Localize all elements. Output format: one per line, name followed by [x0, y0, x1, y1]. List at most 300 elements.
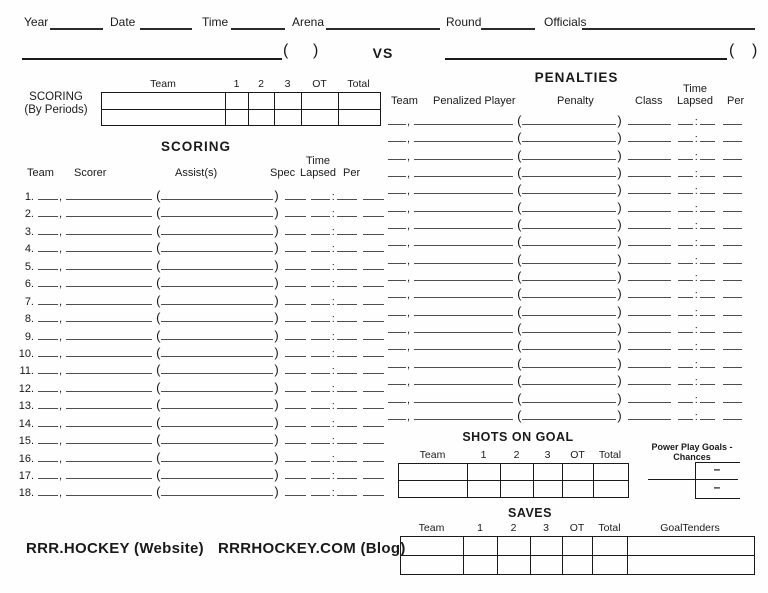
penalty-name-blank[interactable] — [522, 305, 616, 316]
penalty-time-sec-blank[interactable] — [700, 374, 715, 385]
scoring-assists-blank[interactable] — [161, 398, 273, 409]
scoring-time-min-blank[interactable] — [311, 451, 330, 462]
penalty-team-blank[interactable] — [388, 218, 406, 229]
penalty-time-sec-blank[interactable] — [700, 218, 715, 229]
penalty-player-blank[interactable] — [414, 253, 513, 264]
penalty-class-blank[interactable] — [628, 322, 671, 333]
scoring-time-sec-blank[interactable] — [337, 241, 357, 252]
arena-blank[interactable] — [326, 16, 440, 30]
periods-cell[interactable] — [302, 93, 339, 110]
penalty-player-blank[interactable] — [414, 218, 513, 229]
scoring-per-blank[interactable] — [363, 241, 384, 252]
penalty-per-blank[interactable] — [723, 149, 742, 160]
saves-cell[interactable] — [401, 537, 464, 556]
penalty-time-sec-blank[interactable] — [700, 392, 715, 403]
scoring-time-sec-blank[interactable] — [337, 206, 357, 217]
scoring-assists-blank[interactable] — [161, 329, 273, 340]
saves-cell[interactable] — [628, 537, 754, 556]
penalty-time-min-blank[interactable] — [678, 409, 693, 420]
scoring-spec-blank[interactable] — [285, 311, 306, 322]
penalty-per-blank[interactable] — [723, 305, 742, 316]
scoring-time-min-blank[interactable] — [311, 398, 330, 409]
penalty-class-blank[interactable] — [628, 305, 671, 316]
time-blank[interactable] — [231, 16, 285, 30]
penalty-team-blank[interactable] — [388, 287, 406, 298]
penalty-class-blank[interactable] — [628, 114, 671, 125]
scoring-scorer-blank[interactable] — [66, 416, 152, 427]
scoring-spec-blank[interactable] — [285, 346, 306, 357]
penalty-class-blank[interactable] — [628, 149, 671, 160]
scoring-time-sec-blank[interactable] — [337, 485, 357, 496]
scoring-assists-blank[interactable] — [161, 363, 273, 374]
penalty-class-blank[interactable] — [628, 374, 671, 385]
penalty-team-blank[interactable] — [388, 235, 406, 246]
penalty-class-blank[interactable] — [628, 287, 671, 298]
penalty-team-blank[interactable] — [388, 149, 406, 160]
saves-cell[interactable] — [563, 537, 593, 556]
shots-cell[interactable] — [594, 464, 628, 481]
penalty-player-blank[interactable] — [414, 357, 513, 368]
penalty-class-blank[interactable] — [628, 409, 671, 420]
periods-cell[interactable] — [302, 110, 339, 126]
penalty-time-min-blank[interactable] — [678, 218, 693, 229]
penalty-class-blank[interactable] — [628, 357, 671, 368]
penalty-time-min-blank[interactable] — [678, 183, 693, 194]
penalty-time-sec-blank[interactable] — [700, 322, 715, 333]
periods-cell[interactable] — [102, 93, 226, 110]
scoring-scorer-blank[interactable] — [66, 206, 152, 217]
scoring-time-min-blank[interactable] — [311, 433, 330, 444]
periods-cell[interactable] — [249, 93, 275, 110]
officials-blank[interactable] — [582, 16, 755, 30]
scoring-assists-blank[interactable] — [161, 259, 273, 270]
scoring-scorer-blank[interactable] — [66, 259, 152, 270]
penalty-player-blank[interactable] — [414, 270, 513, 281]
saves-cell[interactable] — [401, 556, 464, 574]
scoring-team-blank[interactable] — [38, 329, 58, 340]
scoring-time-sec-blank[interactable] — [337, 363, 357, 374]
penalty-name-blank[interactable] — [522, 374, 616, 385]
periods-cell[interactable] — [226, 93, 249, 110]
scoring-team-blank[interactable] — [38, 206, 58, 217]
shots-cell[interactable] — [563, 481, 594, 497]
penalty-class-blank[interactable] — [628, 235, 671, 246]
scoring-scorer-blank[interactable] — [66, 468, 152, 479]
penalty-per-blank[interactable] — [723, 357, 742, 368]
periods-cell[interactable] — [275, 110, 302, 126]
penalty-player-blank[interactable] — [414, 183, 513, 194]
penalty-class-blank[interactable] — [628, 183, 671, 194]
scoring-scorer-blank[interactable] — [66, 363, 152, 374]
saves-cell[interactable] — [464, 537, 498, 556]
scoring-assists-blank[interactable] — [161, 189, 273, 200]
penalty-time-sec-blank[interactable] — [700, 357, 715, 368]
penalty-name-blank[interactable] — [522, 166, 616, 177]
penalty-time-min-blank[interactable] — [678, 322, 693, 333]
close-paren-glyph: ) — [274, 379, 279, 395]
penalty-team-blank[interactable] — [388, 201, 406, 212]
penalty-per-blank[interactable] — [723, 392, 742, 403]
saves-cell[interactable] — [464, 556, 498, 574]
penalty-name-blank[interactable] — [522, 131, 616, 142]
scoring-per-blank[interactable] — [363, 206, 384, 217]
periods-cell[interactable] — [102, 110, 226, 126]
penalty-class-blank[interactable] — [628, 253, 671, 264]
saves-cell[interactable] — [498, 537, 531, 556]
penalty-time-sec-blank[interactable] — [700, 253, 715, 264]
shots-cell[interactable] — [563, 464, 594, 481]
scoring-spec-blank[interactable] — [285, 416, 306, 427]
round-blank[interactable] — [481, 16, 535, 30]
scoring-team-blank[interactable] — [38, 294, 58, 305]
scoring-team-blank[interactable] — [38, 311, 58, 322]
shots-cell[interactable] — [468, 481, 501, 497]
penalty-per-blank[interactable] — [723, 218, 742, 229]
penalty-team-blank[interactable] — [388, 131, 406, 142]
periods-cell[interactable] — [339, 110, 380, 126]
shots-cell[interactable] — [501, 481, 534, 497]
scoring-scorer-blank[interactable] — [66, 224, 152, 235]
saves-cell[interactable] — [563, 556, 593, 574]
scoring-assists-blank[interactable] — [161, 311, 273, 322]
penalty-name-blank[interactable] — [522, 201, 616, 212]
penalty-time-sec-blank[interactable] — [700, 287, 715, 298]
scoring-team-blank[interactable] — [38, 363, 58, 374]
penalty-time-sec-blank[interactable] — [700, 114, 715, 125]
penalty-team-blank[interactable] — [388, 183, 406, 194]
scoring-team-blank[interactable] — [38, 224, 58, 235]
scoring-scorer-blank[interactable] — [66, 485, 152, 496]
scoring-per-blank[interactable] — [363, 276, 384, 287]
penalty-time-sec-blank[interactable] — [700, 201, 715, 212]
scoring-scorer-blank[interactable] — [66, 346, 152, 357]
scoring-assists-blank[interactable] — [161, 468, 273, 479]
scoring-time-sec-blank[interactable] — [337, 294, 357, 305]
shots-cell[interactable] — [468, 464, 501, 481]
scoring-assists-blank[interactable] — [161, 206, 273, 217]
scoring-scorer-blank[interactable] — [66, 294, 152, 305]
scoring-spec-blank[interactable] — [285, 398, 306, 409]
periods-cell[interactable] — [275, 93, 302, 110]
scoring-assists-blank[interactable] — [161, 485, 273, 496]
scoring-per-blank[interactable] — [363, 485, 384, 496]
scoring-time-sec-blank[interactable] — [337, 398, 357, 409]
shots-cell[interactable] — [534, 481, 563, 497]
penalty-player-blank[interactable] — [414, 374, 513, 385]
penalty-name-blank[interactable] — [522, 409, 616, 420]
penalty-name-blank[interactable] — [522, 287, 616, 298]
scoring-spec-blank[interactable] — [285, 329, 306, 340]
scoring-assists-blank[interactable] — [161, 276, 273, 287]
penalty-player-blank[interactable] — [414, 201, 513, 212]
penalty-class-blank[interactable] — [628, 339, 671, 350]
penalty-per-blank[interactable] — [723, 287, 742, 298]
penalty-class-blank[interactable] — [628, 131, 671, 142]
scoring-scorer-blank[interactable] — [66, 311, 152, 322]
penalty-per-blank[interactable] — [723, 201, 742, 212]
scoring-spec-blank[interactable] — [285, 206, 306, 217]
penalty-player-blank[interactable] — [414, 392, 513, 403]
penalty-name-blank[interactable] — [522, 183, 616, 194]
scoring-assists-blank[interactable] — [161, 416, 273, 427]
saves-cell[interactable] — [531, 556, 563, 574]
scoring-spec-blank[interactable] — [285, 485, 306, 496]
scoring-time-sec-blank[interactable] — [337, 259, 357, 270]
scoring-time-min-blank[interactable] — [311, 416, 330, 427]
scoring-time-sec-blank[interactable] — [337, 189, 357, 200]
penalty-name-blank[interactable] — [522, 235, 616, 246]
scoring-assists-blank[interactable] — [161, 241, 273, 252]
penalty-class-blank[interactable] — [628, 218, 671, 229]
penalty-name-blank[interactable] — [522, 357, 616, 368]
shots-cell[interactable] — [534, 464, 563, 481]
penalty-time-min-blank[interactable] — [678, 131, 693, 142]
penalty-time-min-blank[interactable] — [678, 270, 693, 281]
scoring-scorer-blank[interactable] — [66, 276, 152, 287]
shots-cell[interactable] — [594, 481, 628, 497]
scoring-team-blank[interactable] — [38, 241, 58, 252]
scoring-scorer-blank[interactable] — [66, 189, 152, 200]
penalty-time-sec-blank[interactable] — [700, 183, 715, 194]
scoring-spec-blank[interactable] — [285, 381, 306, 392]
penalty-per-blank[interactable] — [723, 183, 742, 194]
scoring-time-min-blank[interactable] — [311, 224, 330, 235]
penalty-player-blank[interactable] — [414, 235, 513, 246]
scoring-spec-blank[interactable] — [285, 241, 306, 252]
penalty-player-blank[interactable] — [414, 149, 513, 160]
penalty-name-blank[interactable] — [522, 149, 616, 160]
penalty-time-sec-blank[interactable] — [700, 409, 715, 420]
scoring-time-min-blank[interactable] — [311, 468, 330, 479]
penalty-time-sec-blank[interactable] — [700, 305, 715, 316]
penalty-time-min-blank[interactable] — [678, 357, 693, 368]
scoring-team-blank[interactable] — [38, 485, 58, 496]
scoring-assists-blank[interactable] — [161, 451, 273, 462]
scoring-per-blank[interactable] — [363, 451, 384, 462]
scoring-time-sec-blank[interactable] — [337, 468, 357, 479]
scoring-team-blank[interactable] — [38, 259, 58, 270]
scoring-team-blank[interactable] — [38, 398, 58, 409]
penalty-player-blank[interactable] — [414, 322, 513, 333]
saves-cell[interactable] — [531, 537, 563, 556]
scoring-assists-blank[interactable] — [161, 294, 273, 305]
shots-cell[interactable] — [501, 464, 534, 481]
scoring-time-sec-blank[interactable] — [337, 381, 357, 392]
penalty-name-blank[interactable] — [522, 253, 616, 264]
scoring-spec-blank[interactable] — [285, 363, 306, 374]
periods-cell[interactable] — [339, 93, 380, 110]
scoring-per-blank[interactable] — [363, 468, 384, 479]
scoring-per-blank[interactable] — [363, 294, 384, 305]
scoring-team-blank[interactable] — [38, 189, 58, 200]
scoring-row — [16, 415, 384, 432]
scoring-assists-blank[interactable] — [161, 433, 273, 444]
penalty-time-min-blank[interactable] — [678, 374, 693, 385]
penalty-team-blank[interactable] — [388, 409, 406, 420]
scoring-per-blank[interactable] — [363, 311, 384, 322]
penalty-name-blank[interactable] — [522, 270, 616, 281]
scoring-time-min-blank[interactable] — [311, 241, 330, 252]
scoring-team-blank[interactable] — [38, 433, 58, 444]
penalty-time-sec-blank[interactable] — [700, 166, 715, 177]
penalty-per-blank[interactable] — [723, 322, 742, 333]
penalty-time-min-blank[interactable] — [678, 339, 693, 350]
penalty-team-blank[interactable] — [388, 270, 406, 281]
scoring-scorer-blank[interactable] — [66, 433, 152, 444]
penalty-team-blank[interactable] — [388, 114, 406, 125]
scoring-time-min-blank[interactable] — [311, 206, 330, 217]
penalty-time-min-blank[interactable] — [678, 166, 693, 177]
scoring-per-blank[interactable] — [363, 346, 384, 357]
scoring-time-sec-blank[interactable] — [337, 346, 357, 357]
saves-cell[interactable] — [498, 556, 531, 574]
penalty-team-blank[interactable] — [388, 357, 406, 368]
scoring-spec-blank[interactable] — [285, 224, 306, 235]
scoring-time-min-blank[interactable] — [311, 363, 330, 374]
penalty-per-blank[interactable] — [723, 374, 742, 385]
scoring-spec-blank[interactable] — [285, 451, 306, 462]
penalty-player-blank[interactable] — [414, 166, 513, 177]
penalty-player-blank[interactable] — [414, 114, 513, 125]
penalty-time-min-blank[interactable] — [678, 392, 693, 403]
scoring-team-blank[interactable] — [38, 276, 58, 287]
scoring-per-blank[interactable] — [363, 224, 384, 235]
periods-cell[interactable] — [226, 110, 249, 126]
penalty-player-blank[interactable] — [414, 131, 513, 142]
penalty-per-blank[interactable] — [723, 409, 742, 420]
away-team-blank[interactable] — [445, 46, 727, 60]
penalty-name-blank[interactable] — [522, 218, 616, 229]
scoring-spec-blank[interactable] — [285, 433, 306, 444]
penalty-time-sec-blank[interactable] — [700, 149, 715, 160]
scoring-time-sec-blank[interactable] — [337, 311, 357, 322]
scoring-time-sec-blank[interactable] — [337, 329, 357, 340]
saves-cell[interactable] — [628, 556, 754, 574]
shots-cell[interactable] — [399, 464, 468, 481]
scoring-time-sec-blank[interactable] — [337, 224, 357, 235]
penalty-player-blank[interactable] — [414, 305, 513, 316]
scoring-spec-blank[interactable] — [285, 276, 306, 287]
penalty-class-blank[interactable] — [628, 166, 671, 177]
saves-cell[interactable] — [593, 537, 628, 556]
scoring-per-blank[interactable] — [363, 259, 384, 270]
penalty-time-min-blank[interactable] — [678, 114, 693, 125]
scoring-time-min-blank[interactable] — [311, 294, 330, 305]
scoring-team-blank[interactable] — [38, 451, 58, 462]
scoring-scorer-blank[interactable] — [66, 398, 152, 409]
penalty-player-blank[interactable] — [414, 339, 513, 350]
penalty-team-blank[interactable] — [388, 253, 406, 264]
scoring-assists-blank[interactable] — [161, 381, 273, 392]
scoring-spec-blank[interactable] — [285, 259, 306, 270]
penalty-time-sec-blank[interactable] — [700, 131, 715, 142]
scoring-assists-blank[interactable] — [161, 346, 273, 357]
penalty-per-blank[interactable] — [723, 166, 742, 177]
scoring-team-blank[interactable] — [38, 381, 58, 392]
scoring-scorer-blank[interactable] — [66, 241, 152, 252]
scoring-per-blank[interactable] — [363, 329, 384, 340]
penalty-time-sec-blank[interactable] — [700, 270, 715, 281]
scoring-time-min-blank[interactable] — [311, 381, 330, 392]
saves-cell[interactable] — [593, 556, 628, 574]
scoring-per-blank[interactable] — [363, 398, 384, 409]
penalty-time-min-blank[interactable] — [678, 149, 693, 160]
penalty-per-blank[interactable] — [723, 235, 742, 246]
scoring-team-blank[interactable] — [38, 416, 58, 427]
scoring-per-blank[interactable] — [363, 189, 384, 200]
penalty-team-blank[interactable] — [388, 322, 406, 333]
penalty-class-blank[interactable] — [628, 270, 671, 281]
penalty-player-blank[interactable] — [414, 287, 513, 298]
date-blank[interactable] — [140, 16, 192, 30]
penalty-per-blank[interactable] — [723, 270, 742, 281]
home-team-blank[interactable] — [22, 46, 282, 60]
scoring-per-blank[interactable] — [363, 381, 384, 392]
scoring-time-sec-blank[interactable] — [337, 416, 357, 427]
penalty-name-blank[interactable] — [522, 322, 616, 333]
scoring-time-min-blank[interactable] — [311, 276, 330, 287]
scoring-time-sec-blank[interactable] — [337, 433, 357, 444]
penalty-per-blank[interactable] — [723, 339, 742, 350]
scoring-time-min-blank[interactable] — [311, 259, 330, 270]
penalty-name-blank[interactable] — [522, 339, 616, 350]
penalty-per-blank[interactable] — [723, 114, 742, 125]
scoring-team-blank[interactable] — [38, 346, 58, 357]
scoring-time-sec-blank[interactable] — [337, 451, 357, 462]
scoring-spec-blank[interactable] — [285, 468, 306, 479]
penalty-time-min-blank[interactable] — [678, 305, 693, 316]
scoring-spec-blank[interactable] — [285, 294, 306, 305]
penalty-time-sec-blank[interactable] — [700, 339, 715, 350]
penalty-class-blank[interactable] — [628, 201, 671, 212]
shots-cell[interactable] — [399, 481, 468, 497]
penalty-time-min-blank[interactable] — [678, 287, 693, 298]
scoring-spec-blank[interactable] — [285, 189, 306, 200]
penalty-team-blank[interactable] — [388, 305, 406, 316]
scoring-scorer-blank[interactable] — [66, 381, 152, 392]
penalty-team-blank[interactable] — [388, 166, 406, 177]
penalty-name-blank[interactable] — [522, 114, 616, 125]
penalty-time-min-blank[interactable] — [678, 235, 693, 246]
penalty-team-blank[interactable] — [388, 392, 406, 403]
scoring-time-min-blank[interactable] — [311, 346, 330, 357]
scoring-scorer-blank[interactable] — [66, 451, 152, 462]
penalty-class-blank[interactable] — [628, 392, 671, 403]
penalty-per-blank[interactable] — [723, 131, 742, 142]
penalty-name-blank[interactable] — [522, 392, 616, 403]
penalty-team-blank[interactable] — [388, 374, 406, 385]
scoring-per-blank[interactable] — [363, 416, 384, 427]
penalty-per-blank[interactable] — [723, 253, 742, 264]
scoring-scorer-blank[interactable] — [66, 329, 152, 340]
penalty-time-sec-blank[interactable] — [700, 235, 715, 246]
scoring-per-blank[interactable] — [363, 363, 384, 374]
scoring-time-min-blank[interactable] — [311, 329, 330, 340]
scoring-time-min-blank[interactable] — [311, 311, 330, 322]
penalty-player-blank[interactable] — [414, 409, 513, 420]
penalty-team-blank[interactable] — [388, 339, 406, 350]
scoring-time-sec-blank[interactable] — [337, 276, 357, 287]
year-blank[interactable] — [50, 16, 103, 30]
scoring-time-min-blank[interactable] — [311, 485, 330, 496]
penalty-time-min-blank[interactable] — [678, 253, 693, 264]
scoring-time-min-blank[interactable] — [311, 189, 330, 200]
scoring-team-blank[interactable] — [38, 468, 58, 479]
periods-cell[interactable] — [249, 110, 275, 126]
scoring-per-blank[interactable] — [363, 433, 384, 444]
scoring-assists-blank[interactable] — [161, 224, 273, 235]
penalty-time-min-blank[interactable] — [678, 201, 693, 212]
